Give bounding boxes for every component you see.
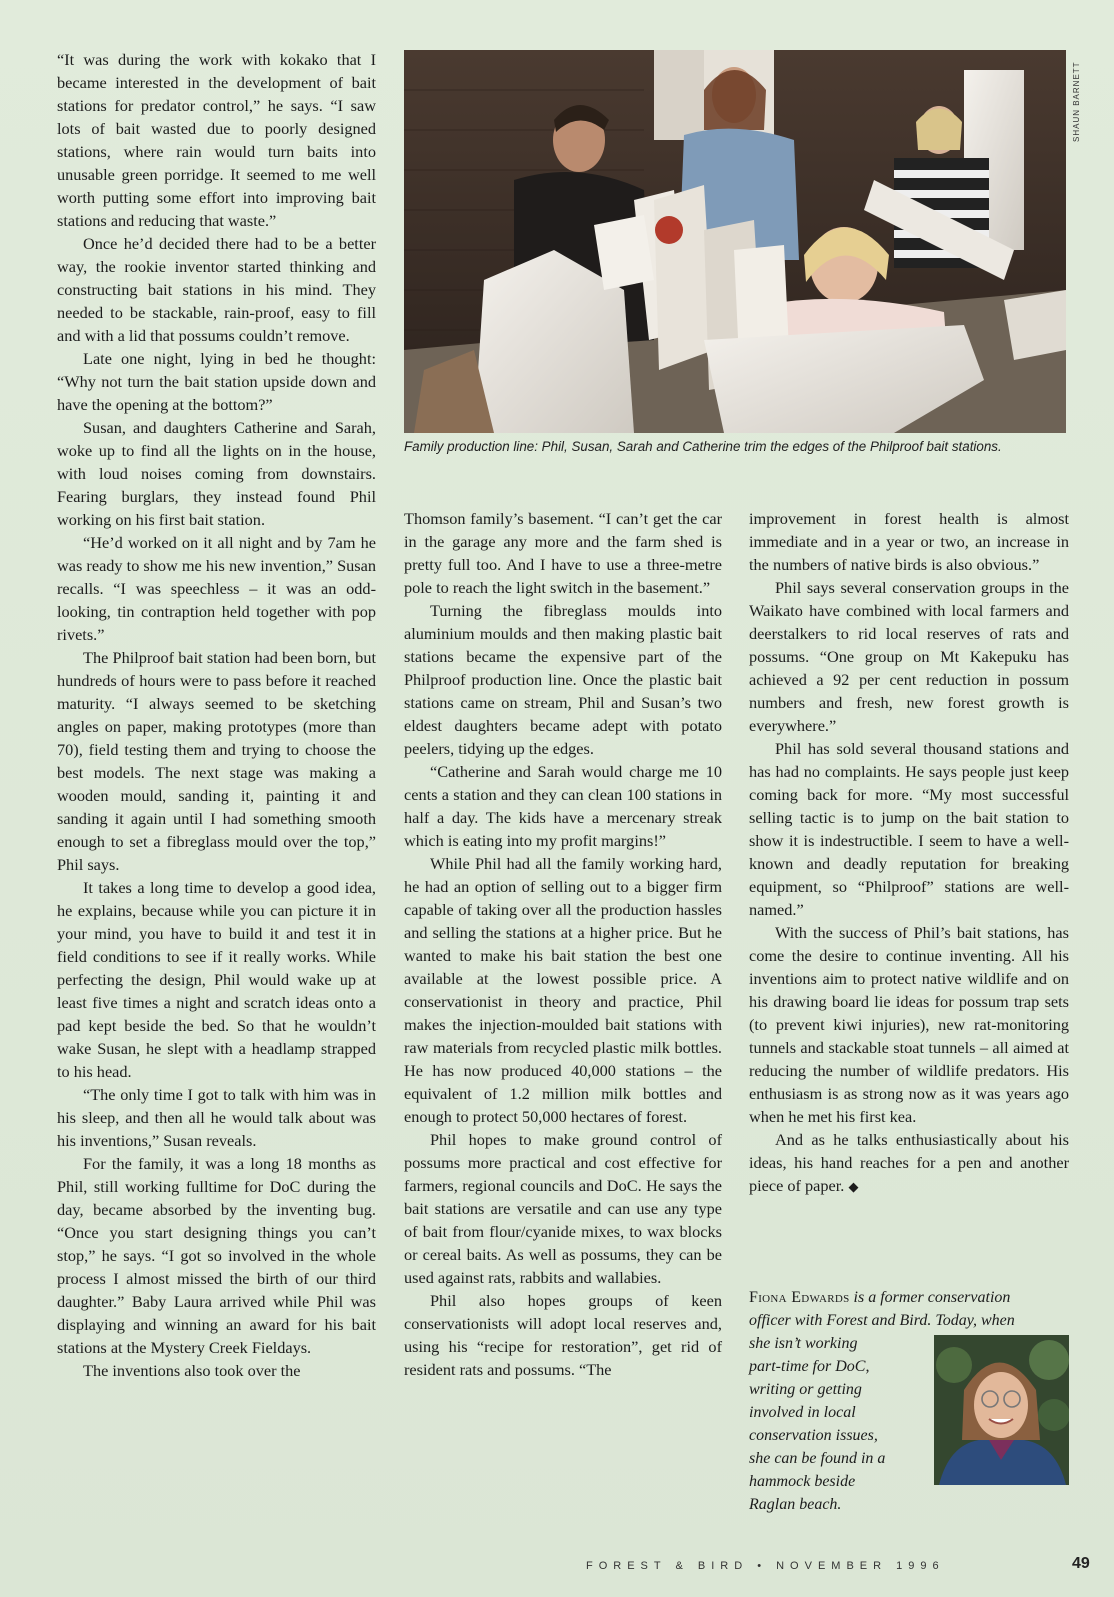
page-number: 49: [1072, 1555, 1090, 1572]
photo-illustration: [404, 50, 1066, 433]
family-production-photo: [404, 50, 1066, 433]
paragraph: The Philproof bait station had been born, but hundreds of hours were to pass before it reached maturity. “I always seemed to be sketching angles on paper, making prototypes (more than 70), field testing them and trying to choose the best models. The next stage was making a wooden mould, sanding it, painting it and sanding it again until I had something smooth enough to set a fibreglass mould over the top,” Phil says.: [57, 648, 376, 874]
bio-narrow-line: conservation issues,: [749, 1427, 878, 1444]
paragraph: [749, 1128, 1069, 1198]
author-portrait-illustration: [934, 1335, 1069, 1485]
bio-narrow-line: writing or getting: [749, 1381, 862, 1398]
bio-text: is a former conservation: [853, 1289, 1011, 1306]
paragraph: For the family, it was a long 18 months as Phil, still working fulltime for DoC during the day, became absorbed by the inventing bug. “Once you start designing things you can’t stop,” he says. “I got so involved in the whole process I almost missed the birth of our third daughter.” Baby Laura arrived while Phil was displaying and winning an award for his bait stations at the Mystery Creek Fieldays.: [57, 1154, 376, 1357]
author-portrait: [934, 1335, 1069, 1485]
paragraph: Phil hopes to make ground control of possums more practical and cost effective for farmers, regional councils and DoC. He says the bait stations are versatile and can use any type of bait from flour/cyanide mixes, to wax blocks or cereal baits. As well as possums, they can be used against rats, rabbits and wallabies.: [404, 1130, 722, 1287]
paragraph: “The only time I got to talk with him was in his sleep, and then all he would talk about was his inventions,” Susan reveals.: [57, 1085, 376, 1150]
end-mark-icon: ◆: [848, 1179, 859, 1194]
article-column-3: [749, 507, 1069, 1198]
bio-narrow-line: she can be found in a: [749, 1450, 886, 1467]
paragraph: Phil has sold several thousand stations and has had no complaints. He says people just keep coming back for more. “My most successful selling tactic is to jump on the bait station to show it is indestructible. I seem to have a well-known and deadly reputation for breaking equipment, so “Philproof” stations are well-named.”: [749, 739, 1069, 919]
bio-narrow-line: hammock beside: [749, 1473, 856, 1490]
paragraph: Susan, and daughters Catherine and Sarah, woke up to find all the lights on in the house, with loud noises coming from downstairs. Fearing burglars, they instead found Phil working on his first bait station.: [57, 418, 376, 529]
closing-paragraph: And as he talks enthusiastically about his ideas, his hand reaches for a pen and another piece of paper.: [749, 1130, 1069, 1195]
paragraph: It takes a long time to develop a good idea, he explains, because while you can picture it in your mind, you have to build it and test it in field conditions to see if it really works. While perfecting the design, Phil would wake up at least five times a night and scratch ideas onto a pad kept beside the bed. So that he wouldn’t wake Susan, he slept with a headlamp strapped to his head.: [57, 878, 376, 1081]
paragraph: Turning the fibreglass moulds into aluminium moulds and then making plastic bait stations became the expensive part of the Philproof production line. Once the plastic bait stations came on stream, Phil and Susan’s two eldest daughters became adept with potato peelers, tidying up the edges.: [404, 601, 722, 758]
paragraph: Phil says several conservation groups in the Waikato have combined with local farmers and deerstalkers to rid local reserves of rats and possums. “One group on Mt Kakepuku has achieved a 92 per cent reduction in possum numbers and fresh, new forest growth is everywhere.”: [749, 578, 1069, 735]
bio-line-1: [749, 1286, 1069, 1309]
paragraph: While Phil had all the family working hard, he had an option of selling out to a bigger firm capable of taking over all the production hassles and selling the stations at a higher price. But he wanted to make his bait station the best one available at the lowest possible price. A conservationist in theory and practice, Phil makes the injection-moulded bait stations with raw materials from recycled plastic milk bottles. He has now produced 40,000 stations – the equivalent of 1.2 million milk bottles and enough to protect 50,000 hectares of forest.: [404, 854, 722, 1126]
bio-narrow-line: she isn’t working: [749, 1335, 858, 1352]
article-column-1: [57, 48, 376, 1382]
paragraph: “He’d worked on it all night and by 7am he was ready to show me his new invention,” Susan recalls. “I was speechless – it was an odd-looking, tin contraption held together with pop rivets.”: [57, 533, 376, 644]
bio-narrow-line: part-time for DoC,: [749, 1358, 870, 1375]
paragraph: With the success of Phil’s bait stations, has come the desire to continue inventing. All his inventions aim to protect native wildlife and on his drawing board lie ideas for possum trap sets (to prevent kiwi injuries), new rat-monitoring tunnels and stackable stoat tunnels – all aimed at reducing the number of wildlife predators. His enthusiasm is as strong now as it was years ago when he met his first kea.: [749, 923, 1069, 1126]
photo-caption: Family production line: Phil, Susan, Sarah and Catherine trim the edges of the Philproof bait stations.: [404, 439, 1002, 454]
author-name: Fiona Edwards: [749, 1289, 850, 1306]
paragraph: “Catherine and Sarah would charge me 10 cents a station and they can clean 100 stations in half a day. The kids have a mercenary streak which is eating into my profit margins!”: [404, 762, 722, 850]
paragraph: Phil also hopes groups of keen conservationists will adopt local reserves and, using his “recipe for restoration”, get rid of resident rats and possums. “The: [404, 1291, 722, 1379]
bio-narrow-line: Raglan beach.: [749, 1496, 842, 1513]
bio-line-2: officer with Forest and Bird. Today, when: [749, 1312, 1015, 1329]
paragraph: The inventions also took over the: [83, 1361, 301, 1380]
paragraph: Late one night, lying in bed he thought: “Why not turn the bait station upside down and have the opening at the bottom?”: [57, 349, 376, 414]
paragraph: improvement in forest health is almost immediate and in a year or two, an increase in the numbers of native birds is also obvious.”: [749, 509, 1069, 574]
paragraph: Thomson family’s basement. “I can’t get the car in the garage any more and the farm shed is pretty full too. And I have to use a three-metre pole to reach the light switch in the basement.”: [404, 509, 722, 597]
photo-credit: SHAUN BARNETT: [1072, 61, 1081, 142]
paragraph: “It was during the work with kokako that I became interested in the development of bait stations for predator control,” he says. “I saw lots of bait wasted due to poorly designed stations, where rain would turn baits into unusable green porridge. It seemed to me well worth putting some effort into improving bait stations and reducing that waste.”: [57, 50, 376, 230]
article-column-2: [404, 507, 722, 1381]
bio-narrow-line: involved in local: [749, 1404, 856, 1421]
publication-footer: FOREST & BIRD • NOVEMBER 1996: [586, 1560, 945, 1572]
paragraph: Once he’d decided there had to be a better way, the rookie inventor started thinking and constructing bait stations in his mind. They needed to be stackable, rain-proof, easy to fill and with a lid that possums couldn’t remove.: [57, 234, 376, 345]
